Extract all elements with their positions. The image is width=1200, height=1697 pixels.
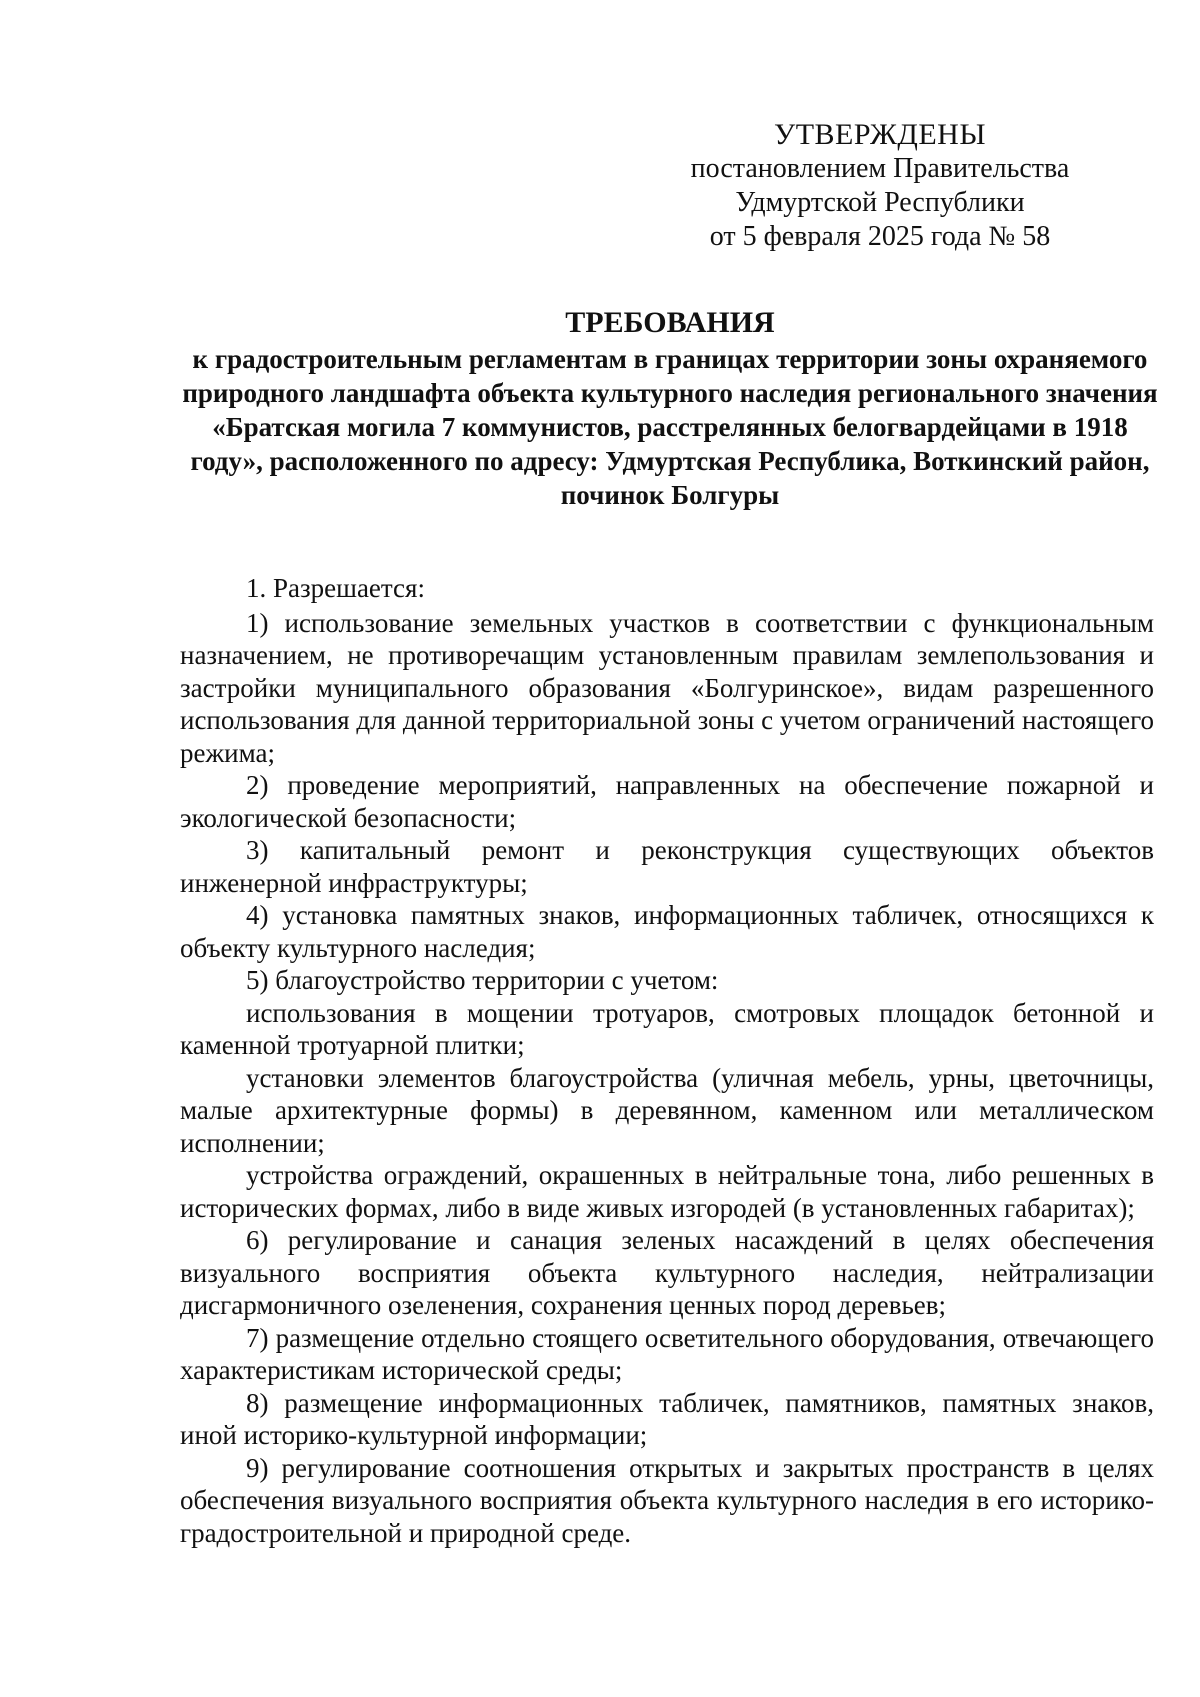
list-item-9: 9) регулирование соотношения открытых и закрытых пространств в целях обеспечения визуального восприятия объекта культурного наследия в его историко-градостроительной и природной среде.	[180, 1452, 1154, 1548]
approval-heading: УТВЕРЖДЕНЫ	[773, 118, 987, 151]
list-item-1: 1) использование земельных участков в соответствии с функциональным назначением, не противоречащим установленным правилам землепользования и застройки муниципального образования «Болгуринское», видам разрешенного использования для данной территориальной зоны с учетом ограничений настоящего режима;	[180, 607, 1154, 768]
list-subitem-paving: использования в мощении тротуаров, смотровых площадок бетонной и каменной тротуарной плитки;	[180, 997, 1154, 1060]
list-item-6: 6) регулирование и санация зеленых насаждений в целях обеспечения визуального восприятия объекта культурного наследия, нейтрализации дисгармоничного озеленения, сохранения ценных пород деревьев;	[180, 1225, 1154, 1320]
approval-stamp	[660, 118, 1100, 254]
list-subitem-elements: установки элементов благоустройства (уличная мебель, урны, цветочницы, малые архитектурные формы) в деревянном, каменном или металлическом исполнении;	[180, 1062, 1154, 1158]
list-item-3: 3) капитальный ремонт и реконструкция существующих объектов инженерной инфраструктуры;	[180, 835, 1154, 898]
section-heading: 1. Разрешается:	[246, 573, 425, 603]
list-item-4: 4) установка памятных знаков, информационных табличек, относящихся к объекту культурного наследия;	[180, 900, 1154, 963]
title-main: ТРЕБОВАНИЯ	[565, 306, 775, 339]
list-subitem-fences: устройства ограждений, окрашенных в нейтральные тона, либо решенных в исторических формах, либо в виде живых изгородей (в установленных габаритах);	[180, 1160, 1154, 1223]
list-item-7: 7) размещение отдельно стоящего осветительного оборудования, отвечающего характеристикам исторической среды;	[180, 1322, 1154, 1385]
document-body	[180, 572, 1154, 1549]
list-item-8: 8) размещение информационных табличек, памятников, памятных знаков, иной историко-культурной информации;	[180, 1387, 1154, 1450]
list-item-5: 5) благоустройство территории с учетом:	[246, 965, 719, 995]
list-item-2: 2) проведение мероприятий, направленных на обеспечение пожарной и экологической безопасности;	[180, 770, 1154, 833]
approval-line-3: от 5 февраля 2025 года № 58	[709, 221, 1051, 252]
approval-line-1: постановлением Правительства	[690, 153, 1070, 184]
document-title	[180, 306, 1160, 512]
title-subtitle: к градостроительным регламентам в границах территории зоны охраняемого природного ландшафта объекта культурного наследия регионального значения «Братская могила 7 коммунистов, расстрелянных белогвардейцами в 1918 году», расположенного по адресу: Удмуртская Республика, Воткинский район, починок Болгуры	[182, 344, 1158, 510]
approval-line-2: Удмуртской Республики	[735, 187, 1025, 218]
